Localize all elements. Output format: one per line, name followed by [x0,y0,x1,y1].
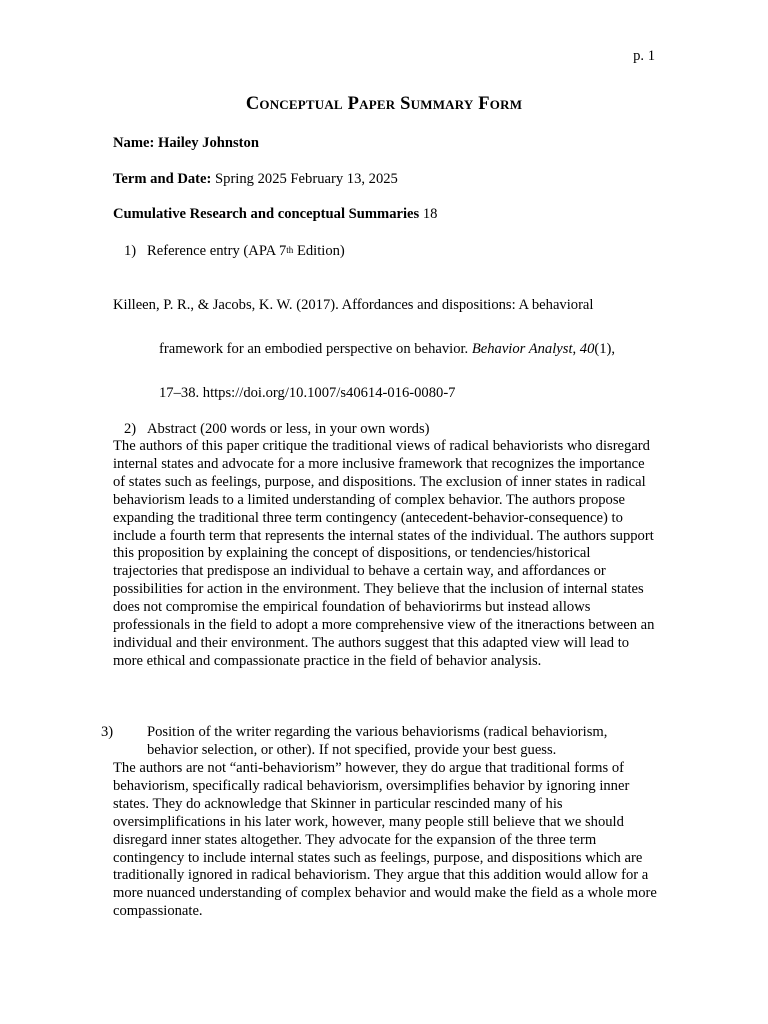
reference-separator: , [572,341,580,357]
section-1-text [147,243,345,259]
section-2-heading-text: Abstract (200 words or less, in your own words) [147,421,430,437]
section-3-heading-text: Position of the writer regarding the various behaviorisms (radical behaviorism, behavior selection, or other). If not specified, provide your best guess. [147,724,608,758]
abstract-paragraph: The authors of this paper critique the traditional views of radical behaviorists who disregard internal states and advocate for a more inclusive framework that recognizes the importance of states such as feelings, purpose, and dispositions. The exclusion of inner states in radical behaviorism leads to a limited understanding of complex behavior. The authors propose expanding the traditional three term contingency (antecedent-behavior-consequence) to include a fourth term that represents the internal states of the individual. The authors support this proposition by explaining the concept of dispositions, or tendencies/historical trajectories that predispose an individual to behave a certain way, and affordances or possibilities for action in the environment. They believe that the inclusion of internal states does not compromise the empirical foundation of behaviorirms but instead allows professionals in the field to adopt a more comprehensive view of the itneractions between an individual and their environment. The authors suggest that this adapted view will lead to more ethical and compassionate practice in the field of behavior analysis. [113,438,655,669]
reference-issue: (1), [594,341,616,357]
reference-entry [113,294,658,426]
section-1-number: 1) [124,243,137,259]
cumulative-summaries-value: 18 [422,206,438,222]
name-value: Hailey Johnston [158,135,259,151]
term-date-value: Spring 2025 February 13, 2025 [215,171,398,187]
position-paragraph: The authors are not “anti-behaviorism” however, they do argue that traditional forms of behaviorism, specifically radical behaviorism, oversimplifies behavior by ignoring inner states. They do acknowledge that Skinner in particular rescinded many of his oversimplifications in his later work, however, many people still believe that we should disregard inner states altogether. They advocate for the expansion of the three term contingency to include internal states such as feelings, purpose, and dispositions which are traditionally ignored in radical behaviorism. They argue that this addition would allow for a more nuanced understanding of complex behavior and would make the field as a whole more compassionate. [113,760,657,920]
section-3-number: 3) [101,724,114,740]
section-1-text-after: Edition) [293,243,345,259]
reference-volume: 40 [579,341,595,357]
reference-line-2 [113,338,658,360]
reference-journal: Behavior Analyst [471,341,573,357]
name-field [113,135,259,152]
page-title: Conceptual Paper Summary Form [245,94,523,114]
term-date-field [113,171,398,188]
section-2-heading [124,420,654,438]
section-1-heading [124,242,654,260]
cumulative-summaries-field [113,206,437,223]
reference-line-3: 17–38. https://doi.org/10.1007/s40614-016-0080-7 [159,385,456,401]
name-label: Name: [113,135,155,151]
section-1-superscript: th [286,245,294,255]
reference-line-2-text: framework for an embodied perspective on behavior. [159,341,472,357]
cumulative-summaries-label: Cumulative Research and conceptual Summaries [113,206,420,222]
reference-line-1: Killeen, P. R., & Jacobs, K. W. (2017). Affordances and dispositions: A behavioral [113,297,594,313]
page-number: p. 1 [633,48,655,64]
term-date-label: Term and Date: [113,171,212,187]
section-2-number: 2) [124,421,137,437]
section-3-heading [101,723,654,759]
section-1-text-before: Reference entry (APA 7 [147,243,287,259]
